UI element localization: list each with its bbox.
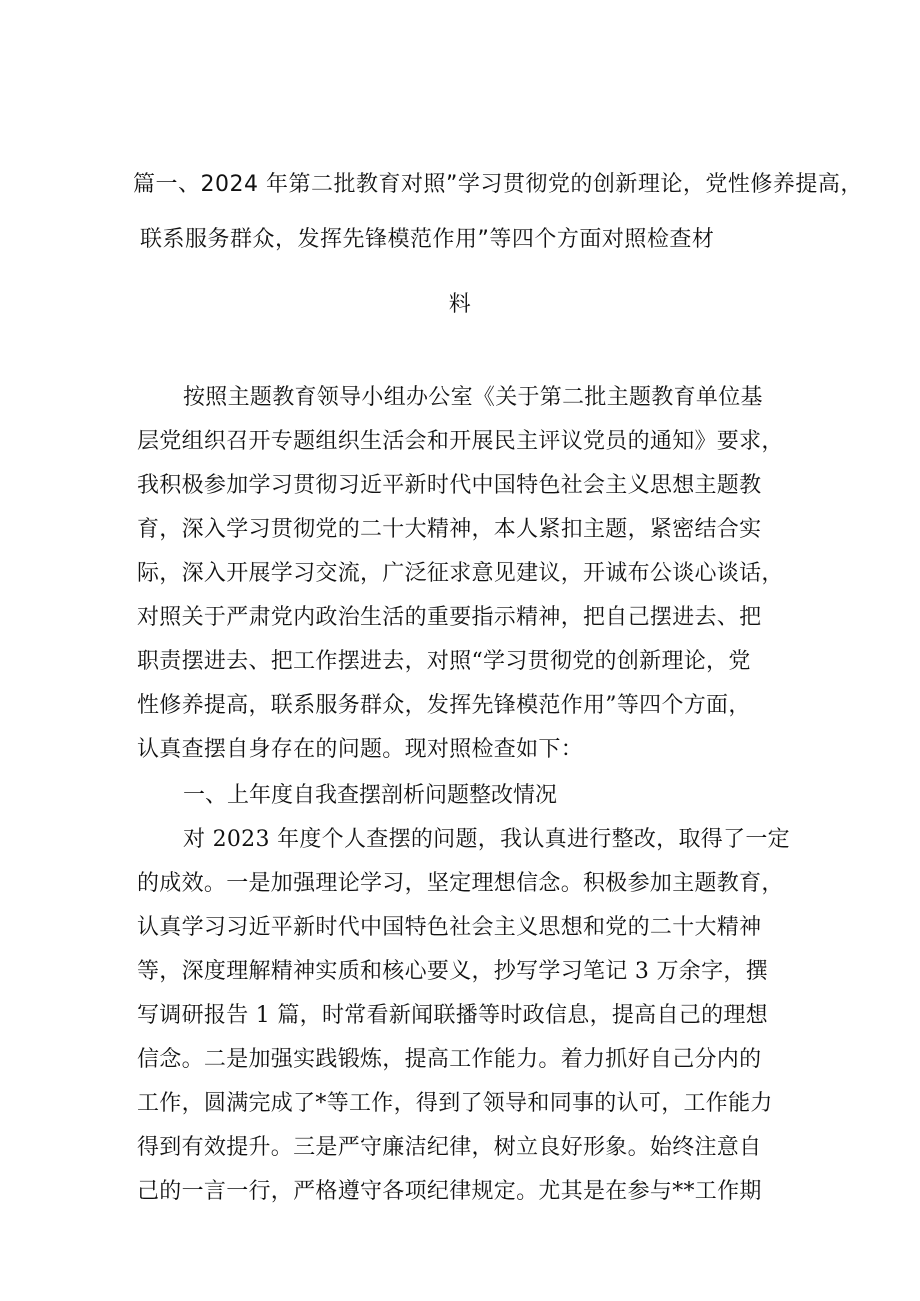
paragraph2-line-4: 等，深度理解精神实质和核心要义，抄写学习笔记 3 万余字，撰 xyxy=(137,959,768,984)
paragraph2-line-6: 信念。二是加强实践锻炼，提高工作能力。着力抓好自己分内的 xyxy=(137,1047,762,1072)
paragraph2-line-9: 己的一言一行，严格遵守各项纪律规定。尤其是在参与**工作期 xyxy=(137,1179,762,1204)
paragraph2-line-8: 得到有效提升。三是严守廉洁纪律，树立良好形象。始终注意自 xyxy=(137,1135,762,1160)
paragraph2-line-5: 写调研报告 1 篇，时常看新闻联播等时政信息，提高自己的理想 xyxy=(137,1003,768,1028)
paragraph1-line-6: 对照关于严肃党内政治生活的重要指示精神，把自己摆进去、把 xyxy=(137,605,762,630)
paragraph1-line-2: 层党组织召开专题组织生活会和开展民主评议党员的通知》要求， xyxy=(137,429,784,454)
paragraph2-line-2: 的成效。一是加强理论学习，坚定理想信念。积极参加主题教育， xyxy=(137,871,784,896)
title-line-2: 联系服务群众，发挥先锋模范作用”等四个方面对照检查材 xyxy=(140,227,715,252)
paragraph1-line-9: 认真查摆自身存在的问题。现对照检查如下： xyxy=(137,737,584,762)
paragraph1-line-7: 职责摆进去、把工作摆进去，对照“学习贯彻党的创新理论，党 xyxy=(137,649,751,674)
paragraph2-line-7: 工作，圆满完成了*等工作，得到了领导和同事的认可，工作能力 xyxy=(137,1091,773,1116)
paragraph1-line-3: 我积极参加学习贯彻习近平新时代中国特色社会主义思想主题教 xyxy=(137,473,762,498)
title-line-1: 篇一、2024 年第二批教育对照”学习贯彻党的创新理论，党性修养提高， xyxy=(133,172,863,197)
paragraph1-line-4: 育，深入学习贯彻党的二十大精神，本人紧扣主题，紧密结合实 xyxy=(137,517,762,542)
paragraph1-line-1: 按照主题教育领导小组办公室《关于第二批主题教育单位基 xyxy=(183,385,763,410)
paragraph1-line-5: 际，深入开展学习交流，广泛征求意见建议，开诚布公谈心谈话， xyxy=(137,561,784,586)
section1-heading: 一、上年度自我查摆剖析问题整改情况 xyxy=(183,783,558,808)
title-line-3: 料 xyxy=(448,292,472,317)
paragraph2-line-3: 认真学习习近平新时代中国特色社会主义思想和党的二十大精神 xyxy=(137,915,762,940)
paragraph1-line-8: 性修养提高，联系服务群众，发挥先锋模范作用”等四个方面， xyxy=(137,693,751,718)
paragraph2-line-1: 对 2023 年度个人查摆的问题，我认真进行整改，取得了一定 xyxy=(183,827,790,852)
